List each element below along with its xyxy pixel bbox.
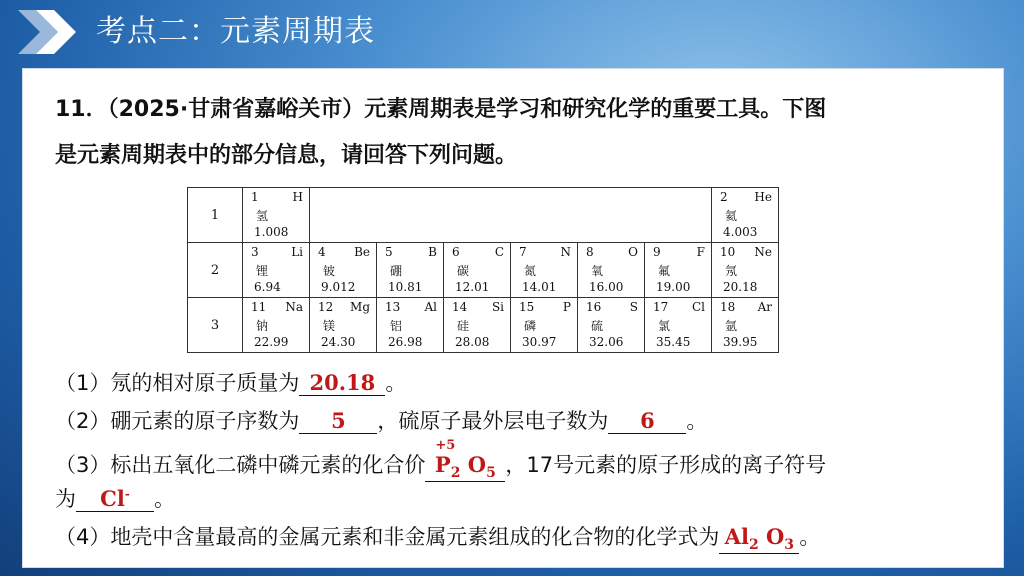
- atomic-mass: 35.45: [656, 335, 691, 349]
- element-name: 氮: [524, 264, 537, 278]
- atomic-number: 1: [251, 190, 259, 204]
- chevron-arrow-icon: [18, 10, 78, 54]
- atomic-mass: 39.95: [723, 335, 758, 349]
- atomic-number: 5: [385, 245, 393, 259]
- atomic-number: 4: [318, 245, 326, 259]
- answer-line-1: [55, 367, 406, 397]
- q3-answer: [425, 438, 505, 482]
- element-name: 钠: [256, 319, 269, 333]
- element-symbol: F: [696, 245, 705, 259]
- answer-line-3: [55, 438, 827, 482]
- element-name: 镁: [323, 319, 336, 333]
- atomic-number: 9: [653, 245, 661, 259]
- atomic-mass: 32.06: [589, 335, 624, 349]
- q4-answer-al: Al: [724, 524, 749, 549]
- period-row-1: [188, 188, 779, 243]
- q1-answer: 20.18: [299, 370, 385, 396]
- element-cell: [310, 298, 377, 353]
- answer-line-4: [55, 521, 820, 554]
- atomic-number: 11: [251, 300, 267, 314]
- atomic-mass: 10.81: [388, 280, 423, 294]
- atomic-number: 14: [452, 300, 468, 314]
- q2-answer2: 6: [608, 408, 686, 434]
- q3-answer-sub1: 2: [450, 465, 461, 482]
- element-name: 铝: [390, 319, 403, 333]
- periodic-table: [187, 187, 779, 353]
- atomic-mass: 30.97: [522, 335, 557, 349]
- atomic-mass: 28.08: [455, 335, 490, 349]
- element-cell: [578, 243, 645, 298]
- element-cell: [310, 243, 377, 298]
- element-cell: [377, 298, 444, 353]
- q2-text: （2）硼元素的原子序数为: [55, 409, 300, 433]
- atomic-mass: 14.01: [522, 280, 557, 294]
- element-name: 氖: [725, 264, 738, 278]
- element-name: 铍: [323, 264, 336, 278]
- element-symbol: He: [754, 190, 772, 204]
- q3-answer2-sym: Cl: [100, 486, 125, 511]
- element-name: 硫: [591, 319, 604, 333]
- q3-text: （3）标出五氧化二磷中磷元素的化合价: [55, 453, 426, 477]
- element-symbol: Li: [291, 245, 303, 259]
- element-name: 锂: [256, 264, 269, 278]
- atomic-number: 8: [586, 245, 594, 259]
- element-cell: [511, 298, 578, 353]
- q3-mid: ，17号元素的原子形成的离子符号: [505, 453, 827, 477]
- atomic-mass: 16.00: [589, 280, 624, 294]
- element-name: 氢: [256, 209, 269, 223]
- q4-answer: [719, 524, 799, 554]
- element-name: 氩: [725, 319, 738, 333]
- answer-line-3b: [55, 483, 175, 513]
- element-symbol: C: [494, 245, 504, 259]
- atomic-number: 2: [720, 190, 728, 204]
- element-symbol: O: [628, 245, 638, 259]
- q3-end: 。: [154, 487, 175, 511]
- element-name: 氟: [658, 264, 671, 278]
- element-name: 硅: [457, 319, 470, 333]
- period-label: 1: [188, 188, 243, 243]
- atomic-number: 15: [519, 300, 535, 314]
- period-label: 3: [188, 298, 243, 353]
- period-label: 2: [188, 243, 243, 298]
- q3-answer-p: P: [434, 452, 451, 477]
- element-name: 硼: [390, 264, 403, 278]
- element-name: 磷: [524, 319, 537, 333]
- atomic-mass: 6.94: [254, 280, 281, 294]
- atomic-number: 17: [653, 300, 669, 314]
- atomic-mass: 4.003: [723, 225, 758, 239]
- q1-text: （1）氖的相对原子质量为: [55, 371, 300, 395]
- element-cell: [645, 298, 712, 353]
- element-cell: [578, 298, 645, 353]
- period-row-3: [188, 298, 779, 353]
- period-row-2: [188, 243, 779, 298]
- q3-line2: 为: [55, 487, 76, 511]
- element-symbol: Be: [354, 245, 370, 259]
- atomic-mass: 26.98: [388, 335, 423, 349]
- question-card: [22, 68, 1004, 568]
- element-cell: [645, 243, 712, 298]
- element-symbol: Si: [491, 300, 504, 314]
- element-symbol: Ne: [754, 245, 772, 259]
- q3-answer2-sup: -: [124, 487, 130, 501]
- q3-answer-sub2: 5: [486, 465, 496, 482]
- element-cell: [377, 243, 444, 298]
- element-symbol: P: [562, 300, 571, 314]
- question-line-1: 11．（2025·甘肃省嘉峪关市）元素周期表是学习和研究化学的重要工具。下图: [55, 97, 827, 122]
- atomic-mass: 1.008: [254, 225, 289, 239]
- q2-mid: ，硫原子最外层电子数为: [377, 409, 609, 433]
- element-name: 氦: [725, 209, 738, 223]
- atomic-mass: 22.99: [254, 335, 289, 349]
- element-symbol: Al: [424, 300, 437, 314]
- atomic-mass: 19.00: [656, 280, 691, 294]
- element-symbol: Ar: [757, 300, 772, 314]
- element-symbol: H: [292, 190, 303, 204]
- element-cell: [243, 243, 310, 298]
- atomic-mass: 9.012: [321, 280, 356, 294]
- element-symbol: Mg: [350, 300, 370, 314]
- atomic-number: 12: [318, 300, 334, 314]
- element-cell: [444, 243, 511, 298]
- q3-answer-o: O: [460, 452, 487, 477]
- element-symbol: N: [560, 245, 571, 259]
- q1-end: 。: [385, 371, 407, 395]
- question-text: [55, 87, 975, 179]
- atomic-number: 18: [720, 300, 736, 314]
- atomic-mass: 12.01: [455, 280, 490, 294]
- answer-line-2: [55, 405, 707, 435]
- element-cell-he: [712, 188, 779, 243]
- element-symbol: B: [428, 245, 437, 259]
- atomic-number: 13: [385, 300, 401, 314]
- element-name: 氧: [591, 264, 604, 278]
- element-symbol: Cl: [691, 300, 705, 314]
- atomic-number: 7: [519, 245, 527, 259]
- atomic-mass: 20.18: [723, 280, 758, 294]
- element-cell: [243, 298, 310, 353]
- q4-text: （4）地壳中含量最高的金属元素和非金属元素组成的化合物的化学式为: [55, 525, 720, 549]
- element-name: 碳: [457, 264, 470, 278]
- q4-answer-sub2: 3: [784, 537, 795, 554]
- q3-answer2: [76, 486, 154, 512]
- atomic-mass: 24.30: [321, 335, 356, 349]
- atomic-number: 6: [452, 245, 460, 259]
- q4-end: 。: [799, 525, 821, 549]
- atomic-number: 3: [251, 245, 259, 259]
- valence-superscript: +5: [435, 438, 456, 453]
- element-cell: [511, 243, 578, 298]
- slide-title: 考点二：元素周期表: [96, 14, 375, 49]
- q2-answer: 5: [299, 408, 377, 434]
- element-symbol: Na: [285, 300, 303, 314]
- q4-answer-o: O: [758, 524, 785, 549]
- element-cell: [712, 243, 779, 298]
- element-cell-h: [243, 188, 310, 243]
- element-symbol: S: [629, 300, 638, 314]
- element-name: 氯: [658, 319, 671, 333]
- q2-end: 。: [686, 409, 708, 433]
- question-line-2: 是元素周期表中的部分信息，请回答下列问题。: [55, 143, 518, 168]
- slide-header: [0, 0, 1024, 66]
- element-cell: [712, 298, 779, 353]
- atomic-number: 10: [720, 245, 736, 259]
- empty-cell: [310, 188, 712, 243]
- atomic-number: 16: [586, 300, 602, 314]
- element-cell: [444, 298, 511, 353]
- q4-answer-sub1: 2: [748, 537, 759, 554]
